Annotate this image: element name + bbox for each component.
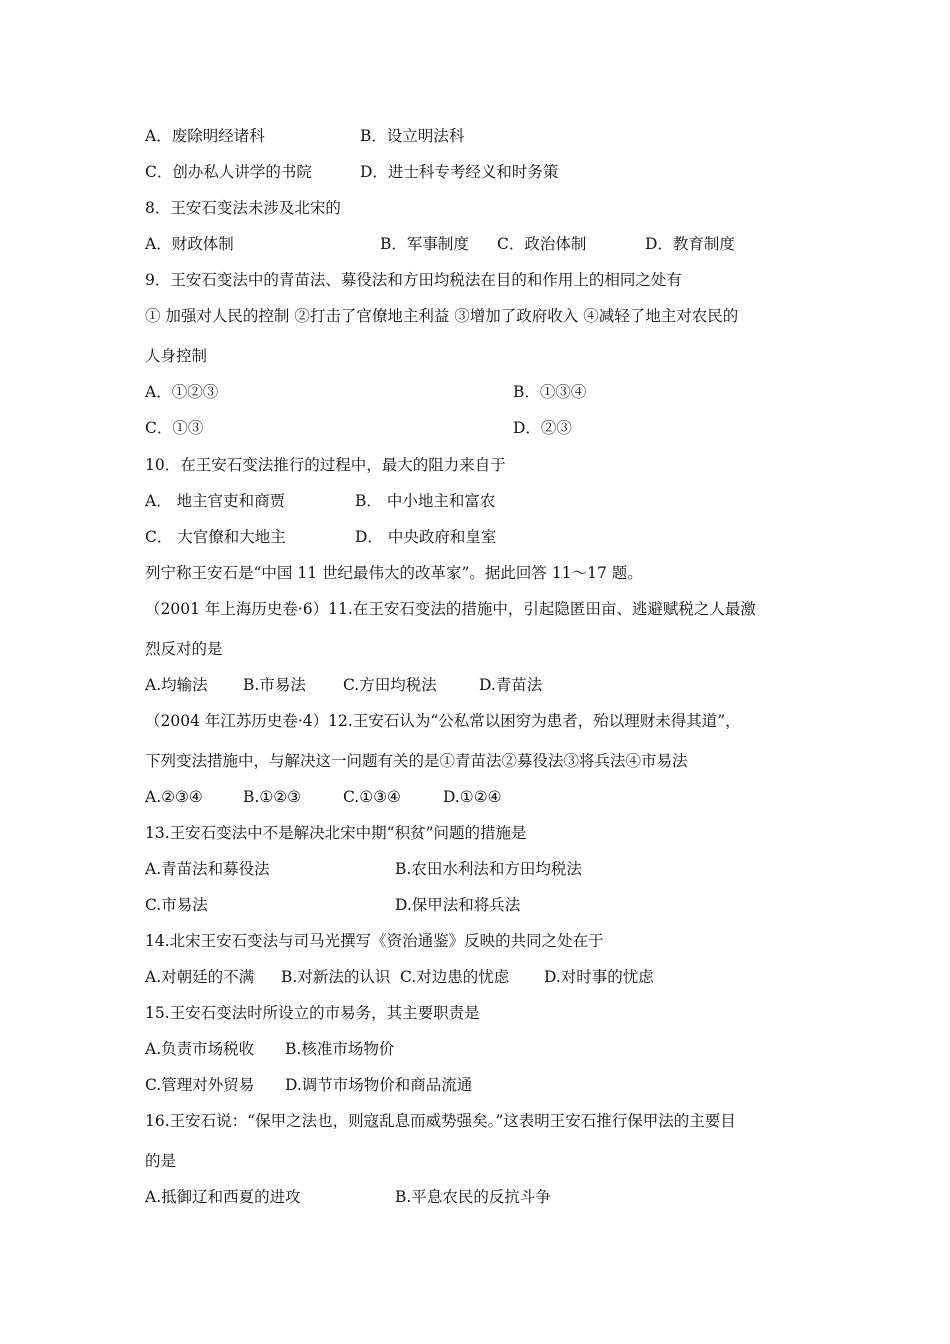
answer-option: A．①②③ [145, 383, 219, 401]
text-segment: （2004 年江苏历史卷·4）12.王安石认为“公私常以困穷为患者，殆以理财未得其道”， [145, 712, 741, 730]
text-segment: 列宁称王安石是“中国 11 世纪最伟大的改革家”。据此回答 11～17 题。 [145, 564, 643, 582]
text-segment: 烈反对的是 [145, 640, 223, 658]
answer-option: D.保甲法和将兵法 [395, 896, 521, 914]
text-segment: 13.王安石变法中不是解决北宋中期“积贫”问题的措施是 [145, 824, 527, 842]
answer-option: D.青苗法 [479, 676, 543, 694]
answer-option: C.管理对外贸易 [145, 1076, 255, 1094]
answer-option: D． 中央政府和皇室 [355, 528, 497, 546]
text-segment: 10．在王安石变法推行的过程中，最大的阻力来自于 [145, 456, 506, 474]
answer-option: B.①②③ [243, 788, 302, 806]
answer-option: A.均输法 [145, 676, 208, 694]
answer-option: D.调节市场物价和商品流通 [285, 1076, 473, 1094]
text-segment: 8．王安石变法未涉及北宋的 [145, 199, 341, 217]
text-segment: 的是 [145, 1152, 177, 1170]
answer-option: B．设立明法科 [360, 127, 465, 145]
answer-option: A． 地主官吏和商贾 [145, 492, 286, 510]
text-segment: 16.王安石说：“保甲之法也，则寇乱息而威势强矣。”这表明王安石推行保甲法的主要目 [145, 1112, 736, 1130]
text-segment: 人身控制 [145, 347, 208, 365]
answer-option: C．政治体制 [497, 235, 587, 253]
text-segment: 14.北宋王安石变法与司马光撰写《资治通鉴》反映的共同之处在于 [145, 932, 604, 950]
text-segment: ① 加强对人民的控制 ②打击了官僚地主利益 ③增加了政府收入 ④减轻了地主对农民的 [145, 307, 739, 325]
answer-option: A．财政体制 [145, 235, 234, 253]
answer-option: C.①③④ [343, 788, 401, 806]
answer-option: A.对朝廷的不满 [145, 968, 255, 986]
answer-option: C.市易法 [145, 896, 208, 914]
answer-option: A．废除明经诸科 [145, 127, 265, 145]
text-segment: （2001 年上海历史卷·6）11.在王安石变法的措施中，引起隐匿田亩、逃避赋税之人最激 [145, 600, 756, 618]
text-segment: 15.王安石变法时所设立的市易务，其主要职责是 [145, 1004, 480, 1022]
text-segment: 9．王安石变法中的青苗法、募役法和方田均税法在目的和作用上的相同之处有 [145, 271, 682, 289]
answer-option: B.平息农民的反抗斗争 [395, 1188, 551, 1206]
answer-option: B． 中小地主和富农 [355, 492, 496, 510]
answer-option: D.①②④ [443, 788, 502, 806]
answer-option: B.市易法 [243, 676, 306, 694]
answer-option: C．创办私人讲学的书院 [145, 163, 312, 181]
answer-option: C.对边患的忧虑 [400, 968, 510, 986]
answer-option: A.②③④ [145, 788, 203, 806]
answer-option: B.核准市场物价 [285, 1040, 395, 1058]
answer-option: B.农田水利法和方田均税法 [395, 860, 582, 878]
answer-option: D.对时事的忧虑 [544, 968, 654, 986]
answer-option: D．进士科专考经义和时务策 [360, 163, 559, 181]
answer-option: D．②③ [513, 419, 572, 437]
answer-option: A.抵御辽和西夏的进攻 [145, 1188, 301, 1206]
answer-option: A.负责市场税收 [145, 1040, 255, 1058]
answer-option: C．①③ [145, 419, 204, 437]
answer-option: D．教育制度 [645, 235, 735, 253]
text-segment: 下列变法措施中，与解决这一问题有关的是①青苗法②募役法③将兵法④市易法 [145, 752, 688, 770]
answer-option: C． 大官僚和大地主 [145, 528, 286, 546]
answer-option: B．军事制度 [380, 235, 469, 253]
answer-option: B．①③④ [513, 383, 587, 401]
answer-option: A.青苗法和募役法 [145, 860, 270, 878]
answer-option: C.方田均税法 [343, 676, 437, 694]
answer-option: B.对新法的认识 [281, 968, 391, 986]
